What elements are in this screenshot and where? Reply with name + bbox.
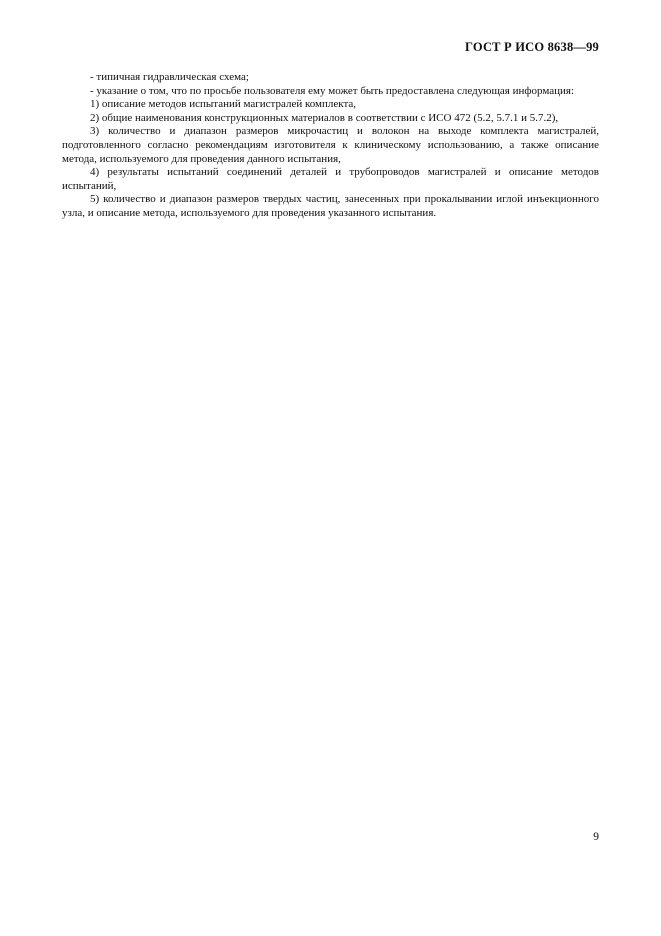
list-item-solid-particles: 5) количество и диапазон размеров твердых частиц, занесенных при прокалывании иглой инъекционного узла, и описание метода, используемого для проведения указанного испытания. [62,193,599,219]
document-header-title: ГОСТ Р ИСО 8638—99 [465,40,599,54]
list-item-connection-tests: 4) результаты испытаний соединений деталей и трубопроводов магистралей и описание методов испытаний, [62,166,599,192]
list-item-test-methods: 1) описание методов испытаний магистралей комплекта, [90,98,357,111]
paragraph-hydraulic-scheme: - типичная гидравлическая схема; [90,71,249,83]
list-item-materials: 2) общие наименования конструкционных материалов в соответствии с ИСО 472 (5.2, 5.7.1 и 5.7.2), [90,111,559,124]
page-number: 9 [593,831,599,843]
document-body [62,71,599,221]
list-item-particles-fibers: 3) количество и диапазон размеров микрочастиц и волокон на выходе комплекта магистралей, подготовленного согласно рекомендациям изготовителя к клиническому использованию, а также описание метода, используемого для проведения данного испытания, [62,125,599,165]
paragraph-information-note: - указание о том, что по просьбе пользователя ему может быть предоставлена следующая информация: [90,84,575,97]
